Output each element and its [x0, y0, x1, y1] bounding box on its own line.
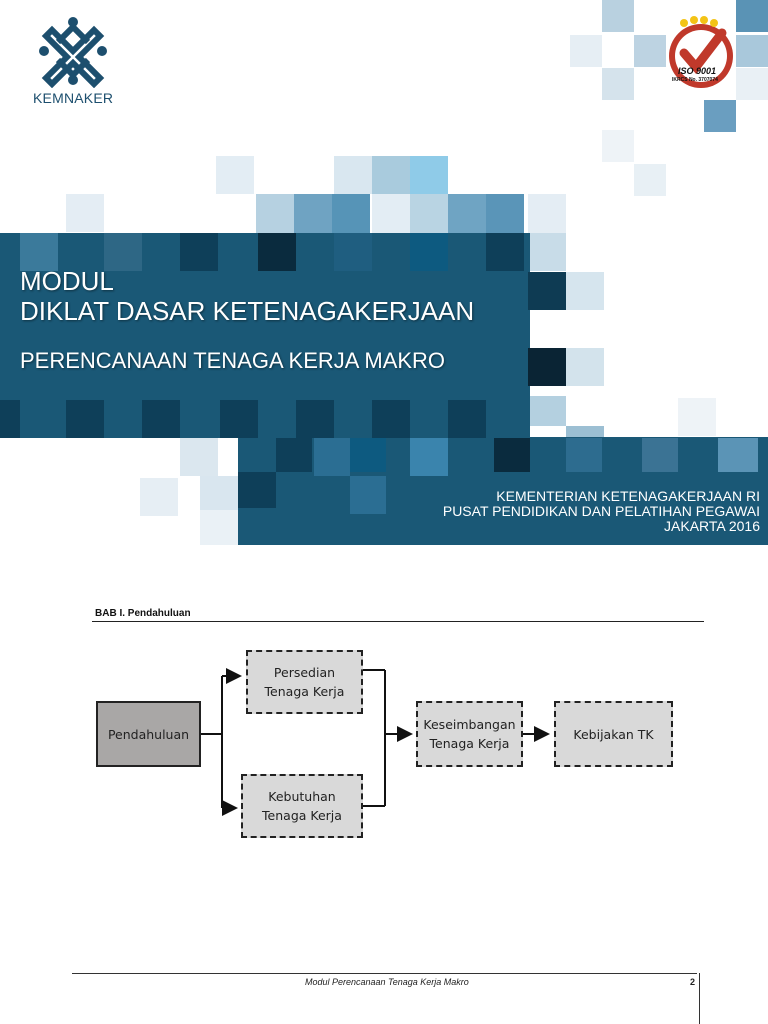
node-label: Tenaga Kerja — [429, 736, 510, 751]
mosaic-square — [602, 130, 634, 162]
mosaic-square — [486, 194, 524, 233]
footer-divider — [72, 973, 697, 974]
mosaic-square — [704, 100, 736, 132]
mosaic-square — [332, 194, 370, 233]
mosaic-square — [528, 194, 566, 233]
mosaic-square — [66, 194, 104, 232]
mosaic-square — [448, 194, 486, 233]
node-label: Tenaga Kerja — [262, 808, 342, 823]
mosaic-square — [410, 438, 448, 476]
mosaic-square — [180, 438, 218, 476]
mosaic-square — [276, 438, 312, 472]
mosaic-square — [294, 194, 332, 233]
mosaic-square — [140, 478, 178, 516]
logo-label: KEMNAKER — [33, 90, 114, 106]
mosaic-square — [528, 272, 566, 310]
node-label: Pendahuluan — [107, 726, 190, 742]
mosaic-square — [180, 233, 218, 271]
mosaic-square — [372, 194, 410, 233]
mosaic-square — [66, 400, 104, 438]
mosaic-square — [678, 398, 716, 436]
node-label: Kebutuhan — [268, 789, 336, 804]
kemnaker-logo-icon — [36, 14, 110, 88]
cover-subtitle: PERENCANAAN TENAGA KERJA MAKRO — [20, 348, 446, 373]
flow-diagram-connectors — [0, 545, 768, 1024]
mosaic-square — [566, 272, 604, 310]
node-label: Tenaga Kerja — [264, 684, 345, 699]
node-label: Persedian — [273, 665, 336, 680]
mosaic-square — [334, 233, 372, 271]
mosaic-square — [0, 400, 20, 438]
mosaic-square — [350, 476, 386, 514]
node-keseimbangan-tenaga-kerja — [416, 701, 523, 767]
node-pendahuluan — [96, 701, 201, 767]
cover-title-line1: MODUL — [20, 266, 114, 296]
mosaic-square — [350, 438, 386, 472]
node-label: Kebijakan TK — [573, 726, 654, 742]
mosaic-square — [314, 438, 350, 476]
iso-badge-icon — [660, 15, 742, 97]
mosaic-square — [718, 438, 758, 472]
mosaic-square — [528, 396, 566, 426]
mosaic-square — [566, 348, 604, 386]
mosaic-square — [200, 476, 238, 514]
node-label: Keseimbangan — [423, 717, 516, 732]
mosaic-square — [258, 233, 296, 271]
mosaic-square — [410, 194, 448, 233]
footer-vertical-divider — [699, 973, 700, 1024]
mosaic-square — [372, 400, 410, 438]
chapter-heading: BAB I. Pendahuluan — [95, 608, 191, 619]
mosaic-square — [528, 348, 566, 386]
mosaic-square — [410, 156, 448, 194]
mosaic-square — [334, 156, 372, 194]
footer-title: Modul Perencanaan Tenaga Kerja Makro — [305, 977, 469, 987]
mosaic-square — [494, 438, 530, 472]
iso-cert-number: IKRCS No. 3707074 — [672, 77, 718, 83]
mosaic-square — [642, 438, 678, 472]
mosaic-square — [372, 156, 410, 194]
mosaic-square — [238, 472, 276, 508]
cover-title-line2: DIKLAT DASAR KETENAGAKERJAAN — [20, 296, 475, 326]
mosaic-square — [602, 0, 634, 32]
content-page — [0, 545, 768, 1024]
page-number: 2 — [690, 977, 696, 987]
mosaic-square — [570, 35, 602, 67]
mosaic-square — [528, 233, 566, 271]
node-kebijakan-tk — [554, 701, 673, 767]
mosaic-square — [410, 233, 448, 271]
mosaic-square — [566, 438, 602, 472]
org-line2: PUSAT PENDIDIKAN DAN PELATIHAN PEGAWAI — [442, 503, 760, 519]
mosaic-square — [486, 233, 524, 271]
org-line1: KEMENTERIAN KETENAGAKERJAAN RI — [496, 488, 760, 504]
org-line3: JAKARTA 2016 — [664, 518, 760, 534]
mosaic-square — [602, 68, 634, 100]
mosaic-square — [142, 400, 180, 438]
node-persedian-tenaga-kerja — [246, 650, 363, 714]
mosaic-square — [200, 510, 238, 545]
iso-label: ISO 9001 — [678, 66, 717, 76]
mosaic-square — [296, 400, 334, 438]
mosaic-square — [216, 156, 254, 194]
mosaic-square — [220, 400, 258, 438]
mosaic-square — [448, 400, 486, 438]
mosaic-square — [256, 194, 294, 233]
mosaic-square — [634, 164, 666, 196]
node-kebutuhan-tenaga-kerja — [241, 774, 363, 838]
